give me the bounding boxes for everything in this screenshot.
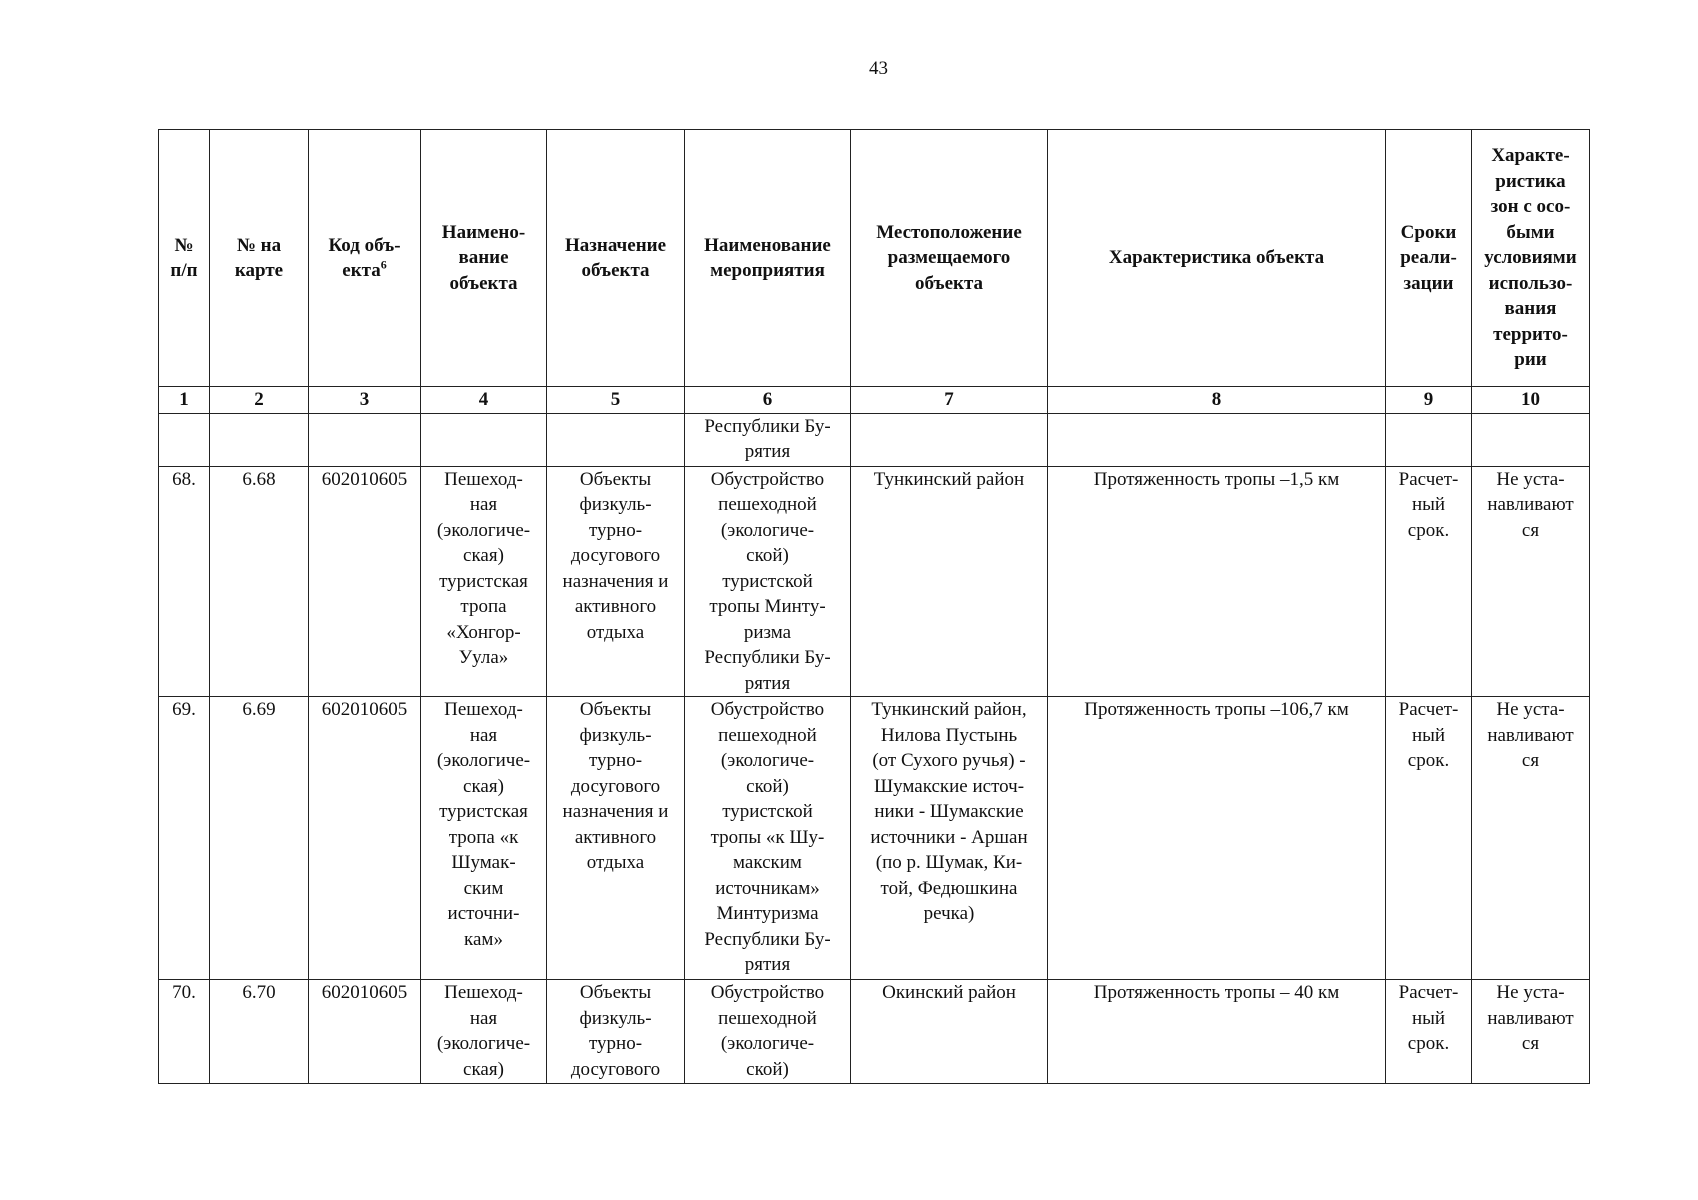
cell-location: Тункинский район, Нилова Пустынь (от Сухого ручья) - Шумакские источ- ники - Шумакские источники - Аршан (по р. Шумак, Ки- той, Федюшкина речка) bbox=[851, 697, 1048, 980]
column-number: 2 bbox=[210, 387, 309, 414]
column-number: 1 bbox=[159, 387, 210, 414]
cell-characteristic: Протяженность тропы –1,5 км bbox=[1048, 466, 1386, 697]
cell-map-number: 6.70 bbox=[210, 980, 309, 1084]
column-number: 10 bbox=[1472, 387, 1590, 414]
column-number: 4 bbox=[421, 387, 547, 414]
page-number: 43 bbox=[869, 58, 888, 79]
header-object-name: Наимено- вание объекта bbox=[421, 130, 547, 387]
cell-measure: Обустройство пешеходной (экологиче- ской) туристской тропы «к Шу- макским источникам» Минтуризма Республики Бу- рятия bbox=[685, 697, 851, 980]
cell-zones: Не уста- навливают ся bbox=[1472, 697, 1590, 980]
header-number: № п/п bbox=[159, 130, 210, 387]
cell-object-name: Пешеход- ная (экологиче- ская) туристская тропа «Хонгор- Уула» bbox=[421, 466, 547, 697]
table-cell bbox=[421, 413, 547, 466]
header-zones: Характе- ристика зон с осо- быми условиями использо- вания террито- рии bbox=[1472, 130, 1590, 387]
header-map-number: № на карте bbox=[210, 130, 309, 387]
cell-purpose: Объекты физкуль- турно- досугового назначения и активного отдыха bbox=[547, 697, 685, 980]
column-number: 3 bbox=[309, 387, 421, 414]
column-number: 9 bbox=[1386, 387, 1472, 414]
table-row-continuation bbox=[159, 413, 1590, 466]
cell-object-code: 602010605 bbox=[309, 466, 421, 697]
header-location: Местоположение размещаемого объекта bbox=[851, 130, 1048, 387]
column-number: 8 bbox=[1048, 387, 1386, 414]
cell-object-name: Пешеход- ная (экологиче- ская) bbox=[421, 980, 547, 1084]
column-number: 7 bbox=[851, 387, 1048, 414]
cell-term: Расчет- ный срок. bbox=[1386, 466, 1472, 697]
table-cell: Республики Бу- рятия bbox=[685, 413, 851, 466]
column-number-row bbox=[159, 387, 1590, 414]
footnote-mark: 6 bbox=[380, 257, 387, 272]
header-measure: Наименование мероприятия bbox=[685, 130, 851, 387]
table-cell bbox=[1386, 413, 1472, 466]
cell-number: 68. bbox=[159, 466, 210, 697]
cell-characteristic: Протяженность тропы – 40 км bbox=[1048, 980, 1386, 1084]
cell-zones: Не уста- навливают ся bbox=[1472, 980, 1590, 1084]
header-purpose: Назначение объекта bbox=[547, 130, 685, 387]
column-number: 5 bbox=[547, 387, 685, 414]
cell-zones: Не уста- навливают ся bbox=[1472, 466, 1590, 697]
objects-table bbox=[158, 129, 1590, 1084]
cell-location: Окинский район bbox=[851, 980, 1048, 1084]
cell-number: 69. bbox=[159, 697, 210, 980]
cell-term: Расчет- ный срок. bbox=[1386, 697, 1472, 980]
table-cell bbox=[309, 413, 421, 466]
cell-location: Тункинский район bbox=[851, 466, 1048, 697]
table-cell bbox=[1472, 413, 1590, 466]
cell-map-number: 6.69 bbox=[210, 697, 309, 980]
table-cell bbox=[159, 413, 210, 466]
table-cell bbox=[547, 413, 685, 466]
table-cell bbox=[1048, 413, 1386, 466]
cell-measure: Обустройство пешеходной (экологиче- ской) bbox=[685, 980, 851, 1084]
cell-object-code: 602010605 bbox=[309, 980, 421, 1084]
cell-object-code: 602010605 bbox=[309, 697, 421, 980]
cell-object-name: Пешеход- ная (экологиче- ская) туристская тропа «к Шумак- ским источни- кам» bbox=[421, 697, 547, 980]
header-row bbox=[159, 130, 1590, 387]
cell-characteristic: Протяженность тропы –106,7 км bbox=[1048, 697, 1386, 980]
header-object-code: Код объ- екта$^6$ bbox=[309, 130, 421, 387]
table-cell bbox=[210, 413, 309, 466]
header-characteristic: Характеристика объекта bbox=[1048, 130, 1386, 387]
cell-term: Расчет- ный срок. bbox=[1386, 980, 1472, 1084]
column-number: 6 bbox=[685, 387, 851, 414]
table-row bbox=[159, 466, 1590, 697]
table-cell bbox=[851, 413, 1048, 466]
cell-purpose: Объекты физкуль- турно- досугового назначения и активного отдыха bbox=[547, 466, 685, 697]
header-term: Сроки реали- зации bbox=[1386, 130, 1472, 387]
cell-measure: Обустройство пешеходной (экологиче- ской) туристской тропы Минту- ризма Республики Бу- рятия bbox=[685, 466, 851, 697]
table-row bbox=[159, 980, 1590, 1084]
cell-purpose: Объекты физкуль- турно- досугового bbox=[547, 980, 685, 1084]
cell-number: 70. bbox=[159, 980, 210, 1084]
cell-map-number: 6.68 bbox=[210, 466, 309, 697]
table-row bbox=[159, 697, 1590, 980]
